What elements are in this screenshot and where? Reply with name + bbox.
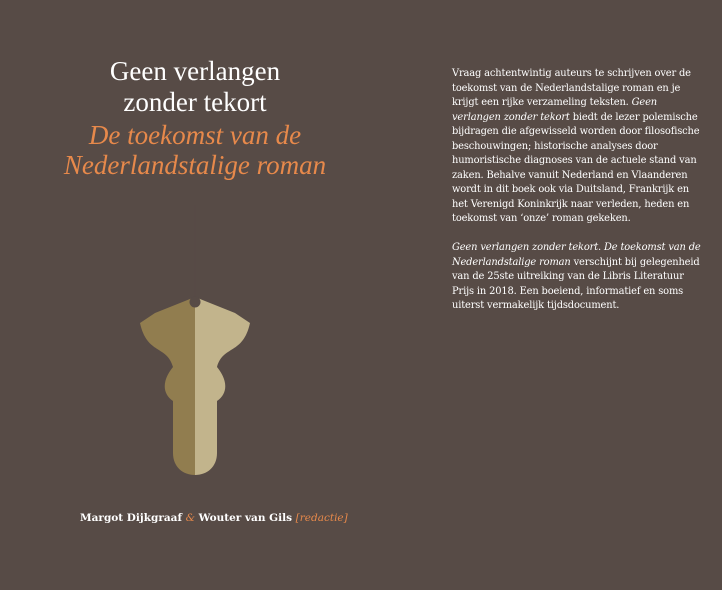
pen-nib-breather-hole (190, 297, 201, 308)
authors-line (80, 512, 348, 524)
book-title-line-2: zonder tekort (123, 87, 267, 117)
blurb-paragraph (452, 67, 702, 227)
blurb-text: biedt de lezer polemische bijdragen die afgewisseld worden door filosofische beschouwingen; historische analyses door humoristische diagnoses van de actuele stand van zaken. Behalve vanuit Nederland en Vlaanderen wordt in dit boek ook via Duitsland, Frankrijk en het Verenigd Koninkrijk naar verleden, heden en toekomst van ‘onze’ roman gekeken. (452, 111, 700, 224)
ampersand: & (185, 512, 195, 524)
blurb-book-title: Geen verlangen zonder tekort. De toekomst van de Nederlandstalige roman (452, 242, 701, 268)
blurb-paragraph (452, 241, 702, 314)
pen-nib-left-half (140, 205, 195, 475)
book-subtitle (0, 120, 390, 180)
pen-nib-icon (135, 205, 255, 475)
pen-nib-right-half (195, 205, 250, 475)
editor-tag: [redactie] (295, 512, 348, 524)
back-cover-blurb (452, 67, 702, 314)
book-subtitle-line-2: Nederlandstalige roman (63, 150, 327, 180)
book-title (0, 56, 390, 118)
book-title-line-1: Geen verlangen (109, 56, 281, 86)
author-name: Margot Dijkgraaf (80, 512, 182, 524)
author-name: Wouter van Gils (198, 512, 292, 524)
blurb-book-title: Geen verlangen zonder tekort (452, 97, 657, 123)
blurb-text: verschijnt bij gelegenheid van de 25ste uitreiking van de Libris Literatuur Prijs in 2018. Een boeiend, informatief en soms uiterst vermakelijk tijdsdocument. (452, 256, 700, 311)
blurb-text: Vraag achtentwintig auteurs te schrijven over de toekomst van de Nederlandstalige roman en je krijgt een rijke verzameling teksten. (452, 68, 691, 108)
book-subtitle-line-1: De toekomst van de (88, 120, 302, 150)
